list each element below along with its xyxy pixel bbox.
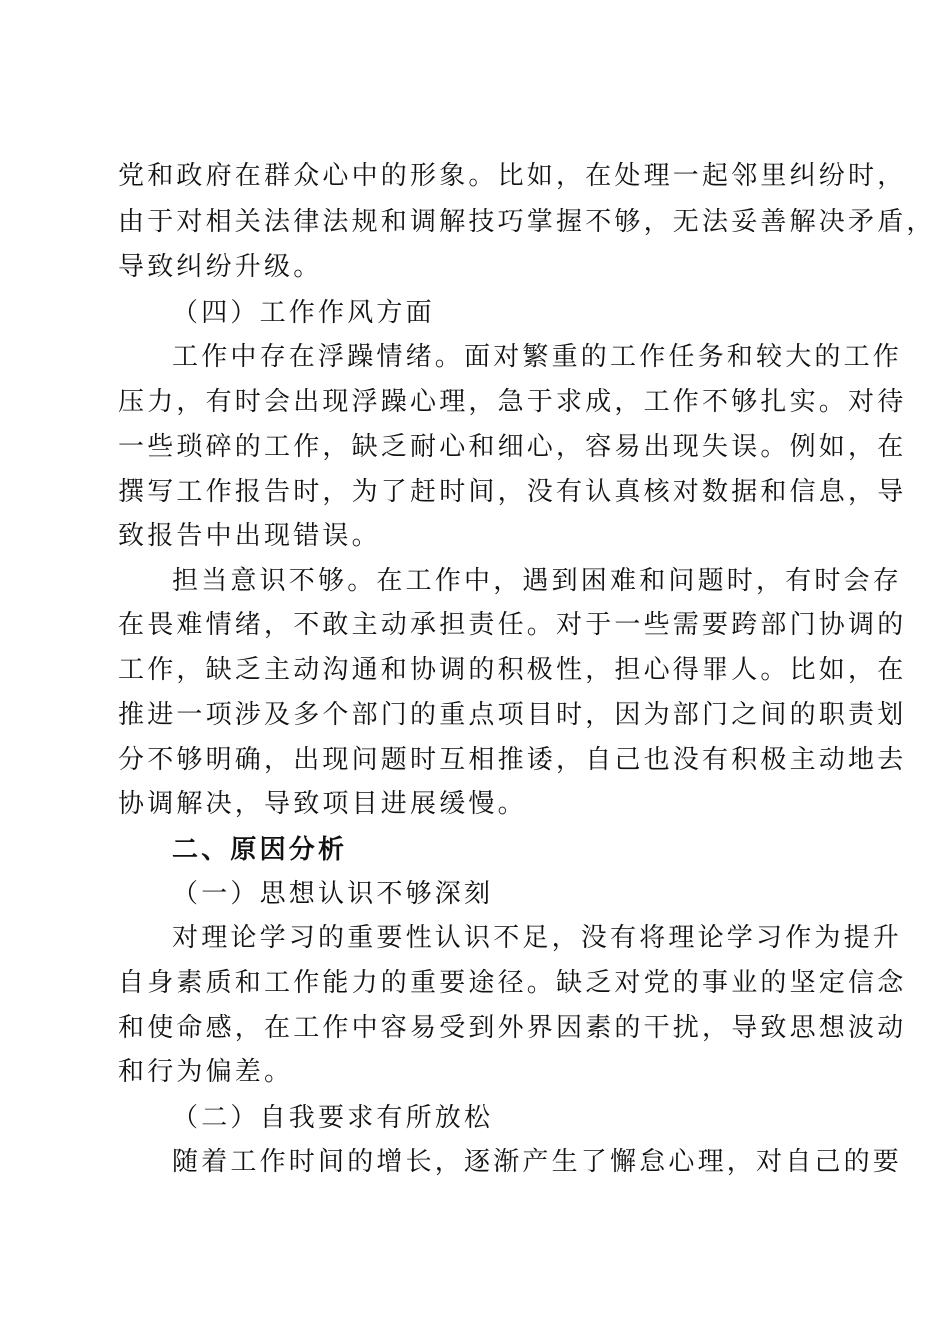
body-text-line: 和行为偏差。	[118, 1057, 294, 1087]
body-text-line: 自身素质和工作能力的重要途径。缺乏对党的事业的坚定信念	[118, 968, 907, 998]
body-text-line: 分不够明确，出现问题时互相推诿，自己也没有积极主动地去	[118, 745, 907, 775]
section-subheading: （四）工作作风方面	[172, 298, 435, 328]
body-text-line: 工作中存在浮躁情绪。面对繁重的工作任务和较大的工作	[172, 342, 903, 372]
body-text-line: 由于对相关法律法规和调解技巧掌握不够，无法妥善解决矛盾，	[118, 207, 936, 237]
body-text-line: 致报告中出现错误。	[118, 521, 381, 551]
section-subheading: （二）自我要求有所放松	[172, 1103, 494, 1133]
body-text-line: 导致纠纷升级。	[118, 252, 323, 282]
body-text-line: 压力，有时会出现浮躁心理，急于求成，工作不够扎实。对待	[118, 387, 907, 417]
body-text-line: 在畏难情绪，不敢主动承担责任。对于一些需要跨部门协调的	[118, 610, 907, 640]
section-subheading: （一）思想认识不够深刻	[172, 879, 494, 909]
body-text-line: 党和政府在群众心中的形象。比如，在处理一起邻里纠纷时，	[118, 161, 907, 191]
body-text-line: 和使命感，在工作中容易受到外界因素的干扰，导致思想波动	[118, 1013, 907, 1043]
body-text-line: 协调解决，导致项目进展缓慢。	[118, 789, 527, 819]
body-text-line: 推进一项涉及多个部门的重点项目时，因为部门之间的职责划	[118, 700, 907, 730]
section-heading: 二、原因分析	[172, 835, 348, 865]
body-text-line: 工作，缺乏主动沟通和协调的积极性，担心得罪人。比如，在	[118, 655, 907, 685]
body-text-line: 担当意识不够。在工作中，遇到困难和问题时，有时会存	[172, 566, 903, 596]
body-text-line: 对理论学习的重要性认识不足，没有将理论学习作为提升	[172, 923, 903, 953]
body-text-line: 一些琐碎的工作，缺乏耐心和细心，容易出现失误。例如，在	[118, 432, 907, 462]
body-text-line: 随着工作时间的增长，逐渐产生了懈怠心理，对自己的要	[172, 1147, 903, 1177]
body-text-line: 撰写工作报告时，为了赶时间，没有认真核对数据和信息，导	[118, 477, 907, 507]
